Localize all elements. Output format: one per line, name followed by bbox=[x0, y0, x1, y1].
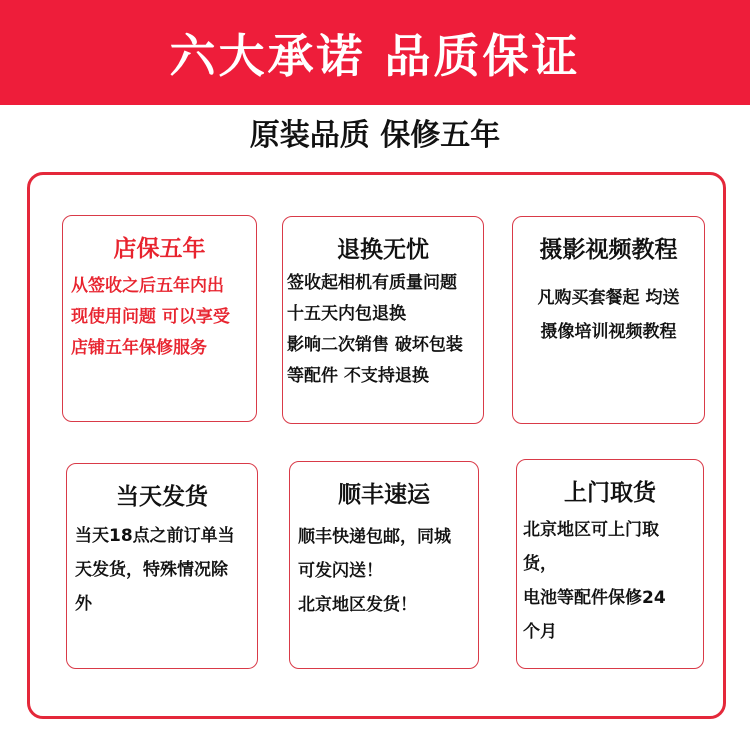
card-title: 退换无忧 bbox=[337, 237, 429, 263]
card-line: 货， bbox=[523, 554, 557, 574]
card-line: 可发闪送！ bbox=[298, 561, 383, 581]
card-warranty bbox=[62, 215, 257, 422]
card-title: 上门取货 bbox=[564, 480, 656, 506]
card-line: 从签收之后五年内出 bbox=[71, 276, 224, 296]
header-banner bbox=[0, 0, 750, 105]
card-line: 北京地区可上门取 bbox=[523, 520, 659, 540]
card-line: 影响二次销售 破坏包装 bbox=[287, 335, 463, 355]
card-text bbox=[71, 271, 230, 364]
card-line: 当天18点之前订单当 bbox=[75, 526, 235, 546]
card-pickup bbox=[516, 459, 704, 669]
card-line: 顺丰快递包邮，同城 bbox=[298, 527, 451, 547]
card-line: 摄像培训视频教程 bbox=[540, 322, 677, 342]
card-line: 个月 bbox=[523, 622, 557, 642]
card-line: 外 bbox=[75, 594, 92, 614]
card-line: 北京地区发货！ bbox=[298, 595, 417, 615]
card-line: 凡购买套餐起 均送 bbox=[537, 288, 680, 308]
card-text bbox=[298, 520, 451, 622]
card-text bbox=[513, 281, 704, 349]
card-line: 现使用问题 可以享受 bbox=[71, 307, 230, 327]
card-tutorial bbox=[512, 216, 705, 424]
card-line: 等配件 不支持退换 bbox=[287, 366, 429, 386]
card-text bbox=[75, 519, 235, 621]
card-returns bbox=[282, 216, 484, 424]
card-title: 摄影视频教程 bbox=[539, 237, 678, 263]
card-sf-express bbox=[289, 461, 479, 669]
card-same-day-shipping bbox=[66, 463, 258, 669]
card-title: 当天发货 bbox=[116, 484, 208, 510]
card-line: 店铺五年保修服务 bbox=[71, 338, 207, 358]
card-line: 签收起相机有质量问题 bbox=[287, 273, 457, 293]
card-title: 店保五年 bbox=[113, 236, 206, 262]
card-line: 十五天内包退换 bbox=[287, 304, 406, 324]
card-title: 顺丰速运 bbox=[338, 482, 430, 508]
card-text bbox=[523, 513, 666, 649]
card-line: 天发货，特殊情况除 bbox=[75, 560, 228, 580]
banner-title: 六大承诺 品质保证 bbox=[169, 28, 581, 83]
card-text bbox=[287, 268, 463, 392]
card-line: 电池等配件保修24 bbox=[523, 588, 666, 608]
page-subtitle: 原装品质 保修五年 bbox=[249, 118, 501, 153]
